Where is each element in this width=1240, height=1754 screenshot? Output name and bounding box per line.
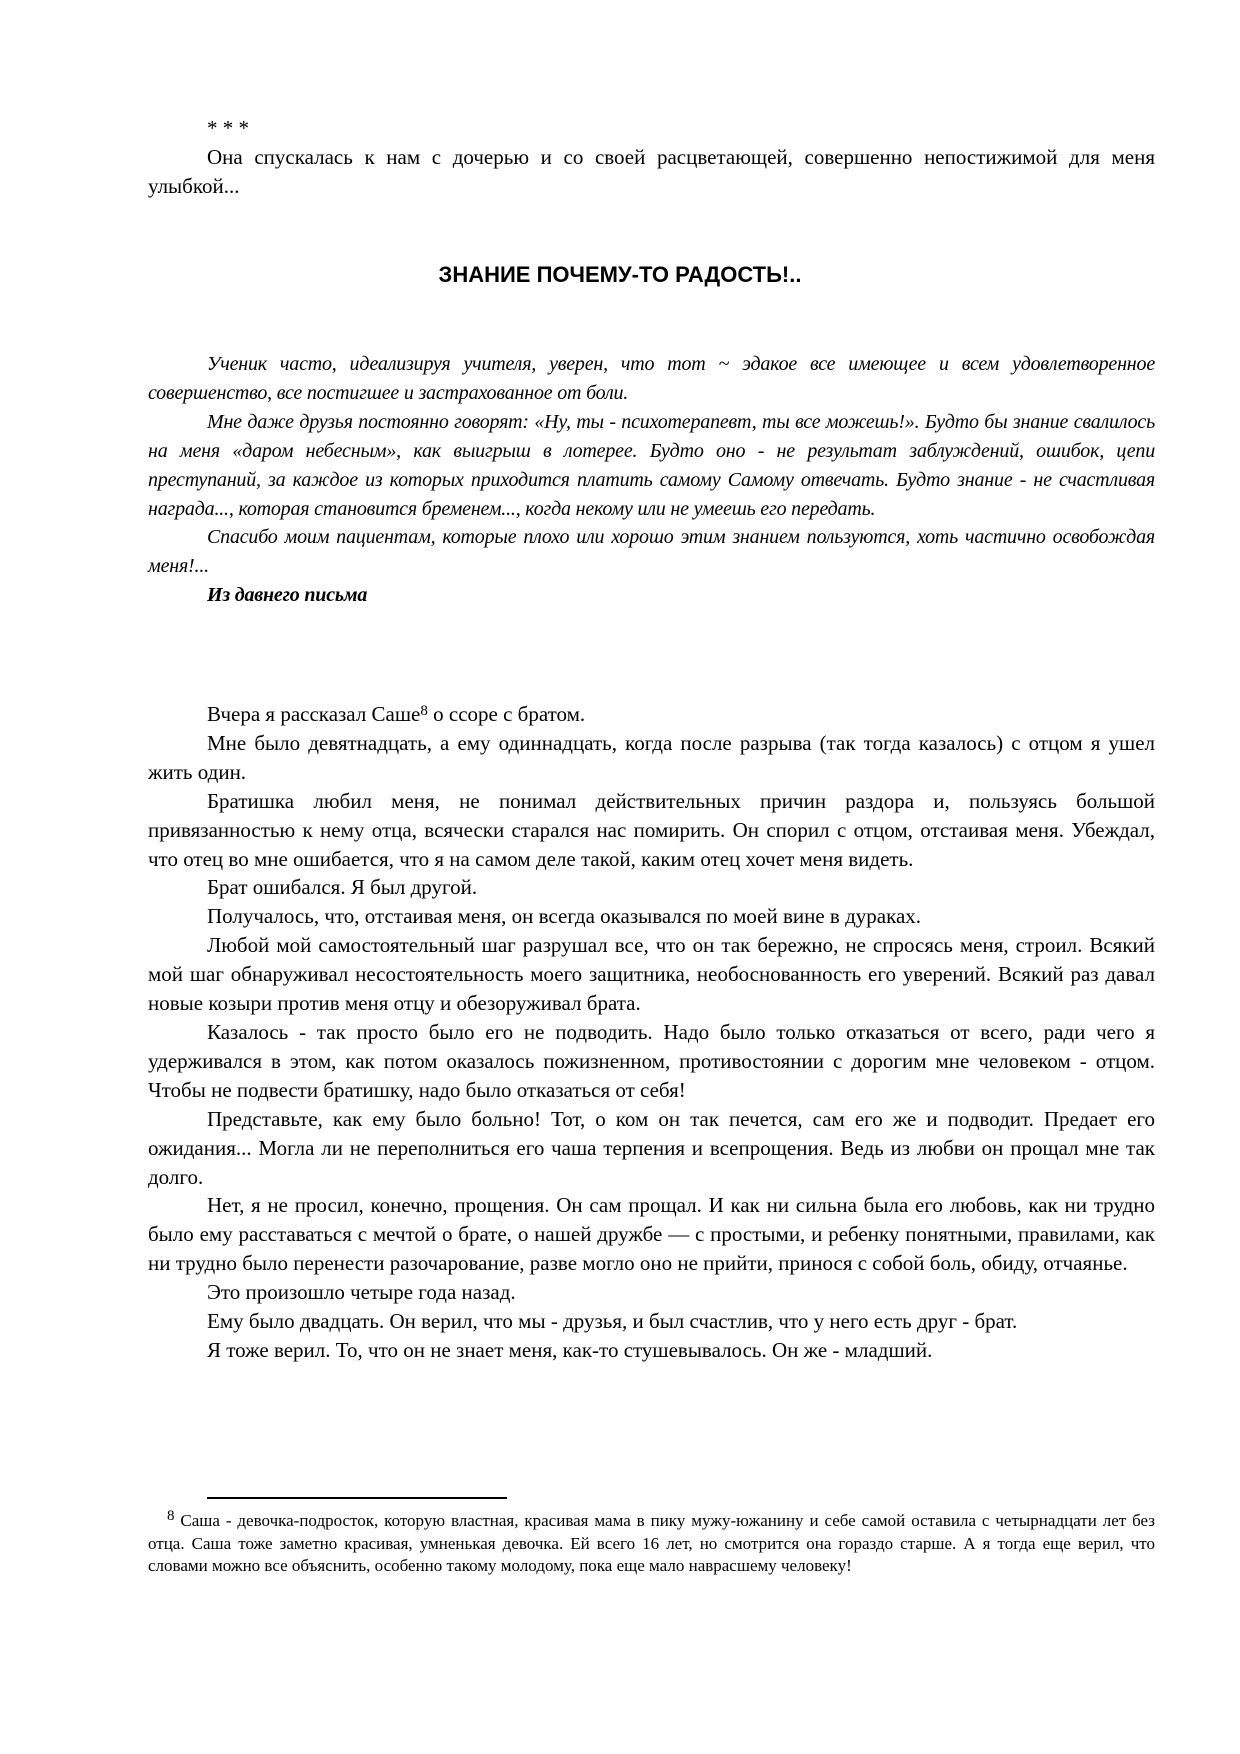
footnote-text bbox=[148, 1510, 1155, 1578]
footnote-mark: 8 bbox=[167, 1508, 175, 1524]
body-paragraph: Ему было двадцать. Он верил, что мы - друзья, и был счастлив, что у него есть друг - брат. bbox=[207, 1309, 1018, 1334]
text: Вчера я рассказал Саше bbox=[207, 702, 421, 726]
epigraph-signature: Из давнего письма bbox=[207, 584, 368, 607]
epigraph bbox=[148, 350, 1155, 610]
footnote-separator bbox=[207, 1497, 507, 1499]
epigraph-paragraph: Мне даже друзья постоянно говорят: «Ну, ты - психотерапевт, ты все можешь!». Будто бы знание свалилось на меня «даром небесным», как выигрыш в лотерее. Будто оно - не результат заблуждений, ошибок, цепи преступаний, за каждое из которых приходится платить самому Самому отвечать. Будто знание - не счастливая награда..., которая становится бременем..., когда некому или не умеешь его передать. bbox=[148, 410, 1155, 520]
body-paragraph: Казалось - так просто было его не подводить. Надо было только отказаться от всего, ради чего я удерживался в этом, как потом оказалось пожизненном, противостоянии с дорогим мне человеком - отцом. Чтобы не подвести братишку, надо было отказаться от себя! bbox=[148, 1019, 1155, 1102]
body-paragraph: Представьте, как ему было больно! Тот, о ком он так печется, сам его же и подводит. Предает его ожидания... Могла ли не переполниться его чаша терпения и всепрощения. Ведь из любви он прощал мне так долго. bbox=[148, 1106, 1155, 1189]
body-paragraph: Мне было девятнадцать, а ему одиннадцать, когда после разрыва (так тогда казалось) с отцом я ушел жить один. bbox=[148, 730, 1155, 784]
body-paragraph: Братишка любил меня, не понимал действительных причин раздора и, пользуясь большой привязанностью к нему отца, всячески старался нас помирить. Он спорил с отцом, отстаивая меня. Убеждал, что отец во мне ошибается, что я на самом деле такой, каким отец хочет меня видеть. bbox=[148, 788, 1155, 871]
body-paragraph: Любой мой самостоятельный шаг разрушал все, что он так бережно, не спросясь меня, строил. Всякий мой шаг обнаруживал несостоятельность моего защитника, необоснованность его уверений. Всякий раз давал новые козыри против меня отцу и обезоруживал брата. bbox=[148, 933, 1155, 1016]
epigraph-paragraph: Спасибо моим пациентам, которые плохо или хорошо этим знанием пользуются, хоть частично освобождая меня!... bbox=[148, 526, 1155, 578]
body-paragraph: Получалось, что, отстаивая меня, он всегда оказывался по моей вине в дураках. bbox=[207, 904, 922, 929]
body-paragraph bbox=[148, 700, 1155, 729]
intro-paragraph: Она спускалась к нам с дочерью и со своей расцветающей, совершенно непостижимой для меня улыбкой... bbox=[148, 144, 1155, 198]
body-paragraph: Это произошло четыре года назад. bbox=[207, 1280, 516, 1305]
body-text bbox=[148, 700, 1155, 1365]
footnote bbox=[148, 1510, 1155, 1578]
footnote-reference[interactable]: 8 bbox=[420, 703, 428, 719]
text: о ссоре с братом. bbox=[427, 702, 586, 726]
body-paragraph: Я тоже верил. То, что он не знает меня, как-то стушевывалось. Он же - младший. bbox=[207, 1337, 933, 1362]
body-paragraph: Нет, я не просил, конечно, прощения. Он сам прощал. И как ни сильна была его любовь, как ни трудно было ему расставаться с мечтой о брате, о нашей дружбе — с простыми, и ребенку понятными, правилами, как ни трудно было перенести разочарование, разве могло оно не прийти, принося с собой боль, обиду, отчаянье. bbox=[148, 1193, 1155, 1276]
section-separator: * * * bbox=[207, 116, 249, 140]
intro bbox=[148, 114, 1155, 201]
epigraph-paragraph: Ученик часто, идеализируя учителя, уверен, что тот ~ эдакое все имеющее и всем удовлетворенное совершенство, все постигшее и застрахованное от боли. bbox=[148, 353, 1155, 404]
chapter-title: ЗНАНИЕ ПОЧЕМУ-ТО РАДОСТЬ!.. bbox=[438, 262, 802, 287]
body-paragraph: Брат ошибался. Я был другой. bbox=[207, 875, 478, 900]
text: Саша - девочка-подросток, которую властная, красивая мама в пику мужу-южанину и себе самой оставила с четырнадцати лет без отца. Саша тоже заметно красивая, умненькая девочка. Ей всего 16 лет, но смотрится она гораздо старше. А я тогда еще верил, что словами можно все объяснить, особенно такому молодому, пока еще мало наврасшему человеку! bbox=[148, 1511, 1155, 1575]
